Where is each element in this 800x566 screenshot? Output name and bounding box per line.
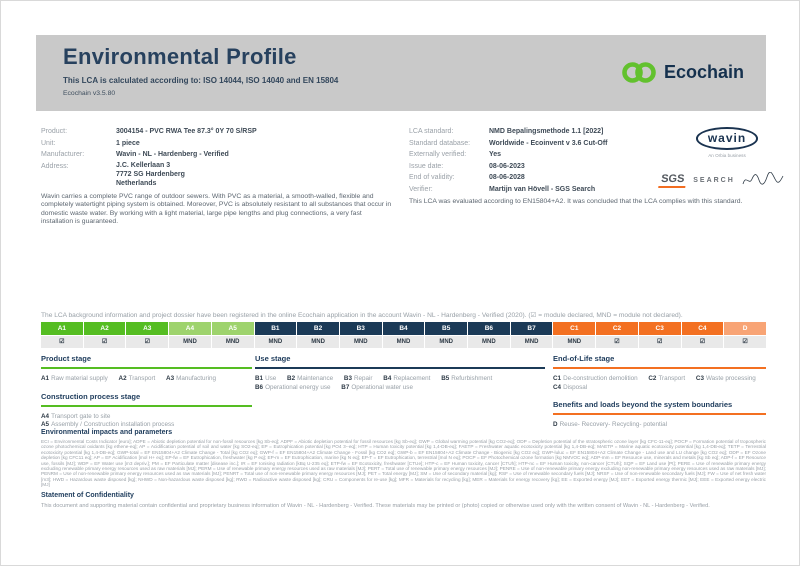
stage-item-D xyxy=(553,421,667,428)
module-A4-status: MND xyxy=(169,336,211,348)
product-stage-items xyxy=(41,375,252,384)
sgs-search-text: SEARCH xyxy=(693,176,735,184)
page-title: Environmental Profile xyxy=(63,44,297,69)
verifier-row xyxy=(409,184,608,196)
module-B2: B2 xyxy=(297,322,339,335)
product-info xyxy=(41,126,257,188)
header-subtitle: This LCA is calculated according to: ISO 14044, ISO 14040 and EN 15804 xyxy=(63,76,339,85)
verifier-label: Verifier: xyxy=(409,185,433,193)
stage-code-A4: A4 xyxy=(41,412,50,420)
stage-code-C4: C4 xyxy=(553,383,562,391)
stage-label-A3: Manufacturing xyxy=(176,375,217,382)
eol-stage-rule xyxy=(553,367,766,369)
product-stage-rule xyxy=(41,367,252,369)
stage-label-B1: Use xyxy=(265,375,277,382)
address-value xyxy=(116,161,185,189)
module-B1-status: MND xyxy=(255,336,297,348)
stage-code-C3: C3 xyxy=(695,375,704,382)
stage-label-B5: Refurbishment xyxy=(451,375,493,382)
manufacturer-label: Manufacturer: xyxy=(41,151,85,158)
stage-label-C4: Disposal xyxy=(563,383,588,391)
manufacturer-row xyxy=(41,149,257,161)
stage-item-C4 xyxy=(553,384,587,391)
module-B7-status: MND xyxy=(511,336,553,348)
stage-code-C2: C2 xyxy=(648,375,657,382)
benefits-rule xyxy=(553,413,766,415)
module-B6: B6 xyxy=(468,322,510,335)
stage-code-B3: B3 xyxy=(343,375,352,382)
module-C2: C2 xyxy=(596,322,638,335)
stage-label-B4: Replacement xyxy=(393,375,431,382)
confidentiality-text: This document and supporting material contain confidential and proprietary business information of Wavin - NL - Hardenberg - Verified. These materials may be printed or (photo) copied or otherwise used only with the written consent of Wavin - NL - Hardenberg - Verified. xyxy=(41,503,710,509)
module-C1-status: MND xyxy=(553,336,595,348)
stage-label-A2: Transport xyxy=(128,375,156,382)
construction-stage-rule xyxy=(41,405,252,407)
verified-value: Yes xyxy=(489,151,502,158)
module-C1: C1 xyxy=(553,322,595,335)
stage-item-B7 xyxy=(341,384,413,391)
module-B2-status: MND xyxy=(297,336,339,348)
eol-stage-items xyxy=(553,375,766,392)
address-line-3: Netherlands xyxy=(116,179,157,187)
stage-item-B2 xyxy=(287,375,333,382)
module-C2-status: ☑ xyxy=(596,336,638,348)
module-A1: A1 xyxy=(41,322,83,335)
stage-item-A2 xyxy=(119,375,156,382)
benefits-title: Benefits and loads beyond the system boundaries xyxy=(553,400,733,409)
issue-date-row xyxy=(409,161,608,173)
product-description: Wavin carries a complete PVC range of outdoor sewers. With PVC as a material, a smooth-walled, flexible and completely watertight piping system is obtained. Moreover, PVC is absolutely resistant to all substances that occur in domestic waste water. By working with a light material, large pipe lengths and plug connections, a very fast installation is guaranteed. xyxy=(41,193,392,225)
verifier-value: Martijn van Hövell - SGS Search xyxy=(489,185,596,193)
module-C4: C4 xyxy=(682,322,724,335)
product-stage-column xyxy=(41,354,252,430)
stage-item-C2 xyxy=(648,375,685,382)
wavin-logo-text: wavin xyxy=(696,127,758,150)
stage-label-A1: Raw material supply xyxy=(51,375,108,382)
module-A3-status: ☑ xyxy=(126,336,168,348)
module-B7: B7 xyxy=(511,322,553,335)
module-B3: B3 xyxy=(340,322,382,335)
module-D: D xyxy=(724,322,766,335)
validity-row xyxy=(409,172,608,184)
stage-item-B4 xyxy=(383,375,430,382)
product-row xyxy=(41,126,257,138)
stage-code-A3: A3 xyxy=(166,375,175,382)
stage-code-B4: B4 xyxy=(383,375,392,382)
unit-label: Unit: xyxy=(41,139,56,147)
spacer xyxy=(41,384,252,392)
stage-item-C3 xyxy=(696,375,756,382)
validity-value: 08-06-2028 xyxy=(489,174,525,181)
sgs-logo-text: SGS xyxy=(658,173,687,188)
construction-stage-items xyxy=(41,413,252,430)
module-B6-status: MND xyxy=(468,336,510,348)
stage-label-A4: Transport gate to site xyxy=(51,412,111,420)
module-A1-status: ☑ xyxy=(41,336,83,348)
ecochain-logo-text: Ecochain xyxy=(663,62,744,82)
address-row xyxy=(41,161,257,189)
stage-item-B1 xyxy=(255,375,276,382)
stage-code-B2: B2 xyxy=(287,375,296,382)
module-B5-status: MND xyxy=(425,336,467,348)
issue-date-value: 08-06-2023 xyxy=(489,162,525,170)
module-A3: A3 xyxy=(126,322,168,335)
wavin-tagline: An Orbia business xyxy=(708,153,746,158)
impacts-definitions: ECI = Environmental Costs Indicator [euro]; ADPE = Abiotic depletion potential for non-fossil resources [kg Sb-eq]; ADPF = Abiotic depletion potential for fossil resources [kg Sb-eq]; GWP = Global warming potential [kg CO2-eq]; ODP = Depletion potential of the stratospheric ozone layer [kg CFC-11-eq]; POCP = Formation potential of tropospheric ozone photochemical oxidants [kg ethene-eq]; AP = Acidification potential of soil and water [kg SO2-eq]; EP = Eutrophication potential [kg PO4 3--eq]; HTP = Human toxicity potential [kg 1,4-DB-eq]; FAETP = Freshwater aquatic ecotoxicity potential [kg 1,4-DB-eq]; MAETP = Marine aquatic ecotoxicity potential [kg 1,4-DB-eq]; TETP = Terrestrial ecotoxicity potential [kg 1,4-DB-eq]; GWP-total = EF EN15804+A2 Climate Change - Total [kg CO2 eq]; GWP-f = EF EN15804+A2 Climate Change - Fossil [kg CO2 eq]; GWP-b = EF EN15804+A2 Climate Change - Biogenic [kg CO2 eq]; GWP-luluc = EF EN15804+A2 Climate Change - Land use and LU change [kg CO2 eq]; ODP = EF Ozone depletion [kg CFC11 eq]; AP = EF Acidification [mol H+ eq]; EP-fw = EF Eutrophication, freshwater [kg P eq]; EP-m = EF Eutrophication, marine [kg N eq]; EP-T = EF Eutrophication, terrestrial [mol N eq]; POCP = EF Photochemical ozone formation [kg NMVOC eq]; ADP-mm = EF Resource use, minerals and metals [kg Sb eq]; ADP-f = EF Resource use, fossils [MJ]; WDP = EF Water use [m3 depriv.]; PM = EF Particulate matter [disease inc.]; IR = EF Ionising radiation [kBq U-235 eq]; ETP-fw = EF Ecotoxicity, freshwater [CTUe]; HTP-c = EF Human toxicity, cancer [CTUh]; HTP-nc = EF Human toxicity, non-cancer [CTUh]; SQP = EF Land use [Pt]; PERE = Use of renewable primary energy excluding renewable primary energy resources used as raw materials [MJ]; PERM = Use of renewable primary energy resources used as raw materials [MJ]; PERT = Total use of renewable primary energy resources [MJ]; PENRE = Use of non-renewable primary energy excluding non-renewable primary energy resources used as raw materials [MJ]; PENRM = Use of non-renewable primary energy resources used as raw materials [MJ]; PENRT = Total use of non-renewable primary energy resources [MJ]; PET = Total energy [MJ]; SM = Use of secondary material [kg]; RSF = Use of renewable secondary fuels [MJ]; NRSF = Use of non-renewable secondary fuels [MJ]; FW = Use of net fresh water [m3]; HWD = Hazardous waste disposed [kg]; NHWD = Non-hazardous waste disposed [kg]; RWD = Radioactive waste disposed [kg]; CRU = Components for re-use [kg]; MFR = Materials for recycling [kg]; MER = Materials for energy recovery [kg]; EE = Exported energy [MJ]; EET = Exported energy thermic [MJ]; EEE = Exported energy electric [MJ] xyxy=(41,439,767,488)
use-stage-rule xyxy=(255,367,545,369)
database-row xyxy=(409,138,608,150)
stage-item-A1 xyxy=(41,375,108,382)
address-label: Address: xyxy=(41,162,69,170)
header-text-block xyxy=(63,44,338,97)
stage-label-B6: Operational energy use xyxy=(265,383,331,391)
stage-code-A2: A2 xyxy=(118,375,127,382)
module-A4: A4 xyxy=(169,322,211,335)
stage-label-C1: De-construction demolition xyxy=(563,375,638,382)
stage-item-B3 xyxy=(344,375,373,382)
stage-label-A5: Assembly / Construction installation process xyxy=(51,421,175,428)
database-value: Worldwide - Ecoinvent v 3.6 Cut-Off xyxy=(489,139,608,147)
lca-standard-value: NMD Bepalingsmethode 1.1 [2022] xyxy=(489,128,604,135)
module-B4: B4 xyxy=(383,322,425,335)
ecochain-chain-icon xyxy=(620,60,658,85)
wavin-logo xyxy=(687,127,767,158)
construction-stage-title: Construction process stage xyxy=(41,391,141,401)
lca-standard-label: LCA standard: xyxy=(409,128,454,135)
sgs-logo xyxy=(659,172,784,188)
validity-label: End of validity: xyxy=(409,174,455,181)
stage-label-D: Reuse- Recovery- Recycling- potential xyxy=(559,421,668,428)
issue-date-label: Issue date: xyxy=(409,162,444,170)
app-version: Ecochain v3.5.80 xyxy=(63,90,116,97)
module-C3: C3 xyxy=(639,322,681,335)
manufacturer-value: Wavin - NL - Hardenberg - Verified xyxy=(116,151,229,158)
lca-info xyxy=(409,126,608,195)
stage-item-B5 xyxy=(441,375,492,382)
stage-code-B6: B6 xyxy=(255,383,264,391)
module-A5: A5 xyxy=(212,322,254,335)
lca-standard-row xyxy=(409,126,608,138)
stage-item-C1 xyxy=(553,375,638,382)
database-label: Standard database: xyxy=(409,139,471,147)
module-A2-status: ☑ xyxy=(84,336,126,348)
stage-code-B7: B7 xyxy=(341,383,350,391)
stage-item-B6 xyxy=(255,384,331,391)
module-D-status: ☑ xyxy=(724,336,766,348)
stage-code-A5: A5 xyxy=(41,421,50,428)
use-stage-column xyxy=(255,354,545,392)
stage-label-B7: Operational water use xyxy=(351,383,413,391)
confidentiality-heading: Statement of Confidentiality xyxy=(41,492,134,499)
eol-stage-column xyxy=(553,354,766,430)
verified-label: Externally verified: xyxy=(409,151,467,158)
stage-label-C3: Waste processing xyxy=(705,375,756,382)
product-stage-title: Product stage xyxy=(41,354,92,363)
use-stage-title: Use stage xyxy=(255,354,291,363)
eol-stage-title: End-of-Life stage xyxy=(553,354,615,363)
module-B5: B5 xyxy=(425,322,467,335)
spacer xyxy=(553,392,766,400)
stage-item-A4 xyxy=(41,413,243,422)
module-C3-status: ☑ xyxy=(639,336,681,348)
header-band xyxy=(36,35,766,111)
module-C4-status: ☑ xyxy=(682,336,724,348)
registration-note: The LCA background information and project dossier have been registered in the online Ecochain application in the account Wavin - NL - Hardenberg - Verified (2020). (☑ = module declared, MND = module not declared). xyxy=(41,312,683,319)
product-label: Product: xyxy=(41,128,68,135)
module-table xyxy=(41,322,766,348)
unit-value: 1 piece xyxy=(116,139,140,147)
stage-code-D: D xyxy=(553,421,558,428)
module-B3-status: MND xyxy=(340,336,382,348)
evaluation-note: This LCA was evaluated according to EN15804+A2. It was concluded that the LCA complies with this standard. xyxy=(409,198,743,205)
stage-code-A1: A1 xyxy=(41,375,50,382)
stage-label-B3: Repair xyxy=(353,375,373,382)
stage-code-C1: C1 xyxy=(553,375,562,382)
use-stage-items xyxy=(255,375,545,392)
module-B1: B1 xyxy=(255,322,297,335)
stage-item-A3 xyxy=(166,375,216,382)
verified-row xyxy=(409,149,608,161)
verifier-signature-icon xyxy=(742,172,784,188)
module-A5-status: MND xyxy=(212,336,254,348)
ecochain-logo xyxy=(620,60,744,85)
product-value: 3004154 - PVC RWA Tee 87.3° 0Y 70 S/RSP xyxy=(116,128,257,135)
module-status-row xyxy=(41,336,766,348)
address-line-1: J.C. Kellerlaan 3 xyxy=(116,161,171,169)
module-header-row xyxy=(41,322,766,335)
benefits-items xyxy=(553,421,766,430)
impacts-heading: Environmental impacts and parameters xyxy=(41,429,173,436)
module-B4-status: MND xyxy=(383,336,425,348)
stage-label-B2: Maintenance xyxy=(297,375,334,382)
stage-label-C2: Transport xyxy=(658,375,686,382)
address-line-2: 7772 SG Hardenberg xyxy=(116,170,185,178)
module-A2: A2 xyxy=(84,322,126,335)
stage-code-B5: B5 xyxy=(441,375,450,382)
stage-code-B1: B1 xyxy=(255,375,264,382)
unit-row xyxy=(41,138,257,150)
